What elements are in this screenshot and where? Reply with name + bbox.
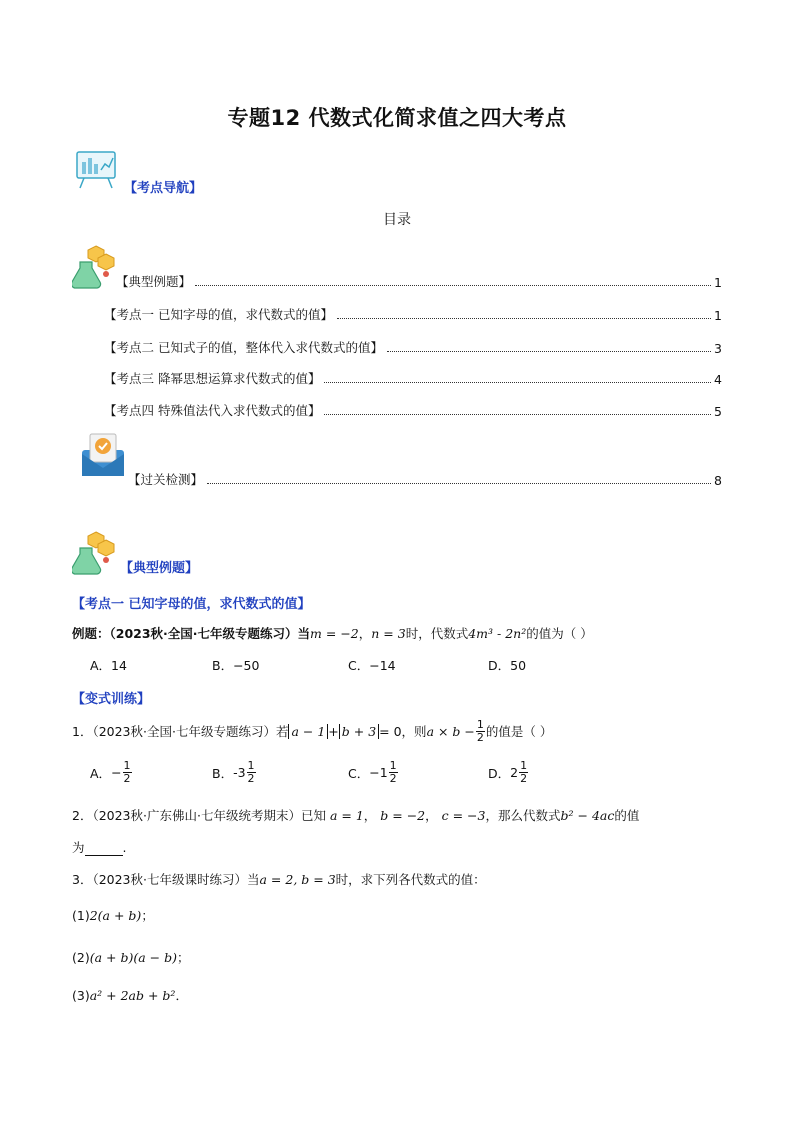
toc-label: 【考点二 已知式子的值，整体代入求代数式的值】 <box>104 340 383 355</box>
toc-heading: 目录 <box>383 212 411 228</box>
option-b[interactable]: B． - 3 $\frac{1}{2}$ <box>212 759 255 785</box>
toc-label: 【考点四 特殊值法代入求代数式的值】 <box>104 403 321 418</box>
topic-heading: 【考点一 已知字母的值，求代数式的值】 <box>72 597 311 612</box>
toc-page: 4 <box>714 372 722 387</box>
option-a[interactable]: A． − $\frac{1}{2}$ <box>90 759 131 785</box>
option-a[interactable]: A．14 <box>90 658 127 673</box>
toc-row[interactable] <box>104 305 722 323</box>
toc-label: 【考点三 降幂思想运算求代数式的值】 <box>104 371 321 386</box>
sub-question: (1)2(a + b)； <box>72 908 154 923</box>
toc-page: 5 <box>714 404 722 419</box>
toc-row[interactable] <box>104 338 722 356</box>
toc-row[interactable] <box>104 401 722 419</box>
question-2-line2: 为 . <box>72 840 127 855</box>
variant-heading: 【变式训练】 <box>72 692 151 707</box>
sub-question: (2)(a + b)(a − b)； <box>72 950 190 965</box>
toc-label: 【考点一 已知字母的值，求代数式的值】 <box>104 307 333 322</box>
toc-row[interactable] <box>116 272 722 290</box>
question-1: 1．（2023秋·全国·七年级专题练习）若 a − 1 + b + 3 = 0，则 a × b − $\frac{1}{2}$ 的值是（ ） <box>72 717 553 744</box>
section-heading: 【典型例题】 <box>120 561 199 576</box>
flask-icon <box>72 530 120 576</box>
toc-page: 1 <box>714 308 722 323</box>
question-2: 2．（2023秋·广东佛山·七年级统考期末）已知 a = 1， b = −2， c = −3，那么代数式b² − 4ac的值 <box>72 808 640 823</box>
toc-row[interactable] <box>128 470 722 488</box>
nav-heading: 【考点导航】 <box>124 181 203 196</box>
toc-row[interactable] <box>104 369 722 387</box>
toc-label: 【过关检测】 <box>128 472 204 487</box>
flask-icon <box>72 244 120 290</box>
option-d[interactable]: D．50 <box>488 658 527 673</box>
toc-label: 【典型例题】 <box>116 274 192 289</box>
option-c[interactable]: C． − 1 $\frac{1}{2}$ <box>348 759 397 785</box>
check-envelope-icon <box>78 432 128 478</box>
presentation-board-icon <box>74 150 120 190</box>
option-b[interactable]: B．−50 <box>212 658 260 673</box>
toc-page: 3 <box>714 341 722 356</box>
toc-page: 8 <box>714 473 722 488</box>
option-c[interactable]: C．−14 <box>348 658 396 673</box>
toc-page: 1 <box>714 275 722 290</box>
option-d[interactable]: D． 2 $\frac{1}{2}$ <box>488 759 528 785</box>
page-title: 专题12 代数式化简求值之四大考点 <box>227 106 567 130</box>
answer-blank[interactable] <box>85 843 123 856</box>
question-3: 3．（2023秋·七年级课时练习）当a = 2, b = 3时，求下列各代数式的值： <box>72 872 486 887</box>
example-question: 例题：（2023秋·全国·七年级专题练习）当m = −2，n = 3时，代数式4m³ - 2n²的值为（ ） <box>72 626 593 641</box>
sub-question: (3)a² + 2ab + b²． <box>72 988 188 1003</box>
